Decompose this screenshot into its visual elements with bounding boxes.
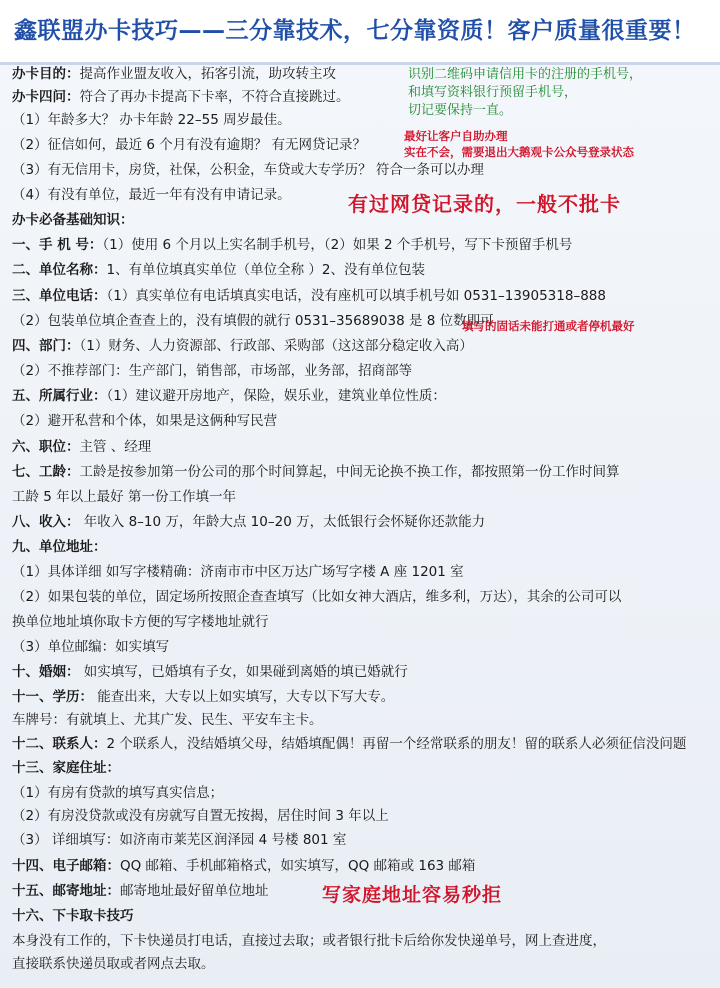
line-label: 办卡四问： [12,89,80,105]
line-text: （1）使用 6 个月以上实名制手机号，（2）如果 2 个手机号，写下卡预留手机号 [102,237,573,253]
line-text: （1）财务、人力资源部、行政部、采购部（这这部分稳定收入高） [79,338,473,354]
text-line [12,411,277,431]
handwritten-note-red-big-2: 写家庭地址容易秒拒 [322,884,503,906]
line-label: 十一、学历： [12,689,93,705]
line-text: （1）真实单位有电话填真实电话，没有座机可以填手机号如 0531–13905318–888 [106,288,606,304]
line-label: 八、收入： [12,514,80,530]
text-line [12,311,494,331]
line-label: 六、职位： [12,439,80,455]
line-text: （2）包装单位填企查查上的，没有填假的就行 0531–35689038 是 8 位数即可 [12,313,494,329]
text-line [12,587,621,607]
line-text: 工龄 5 年以上最好 第一份工作填一年 [12,489,236,505]
line-text: （4）有没有单位，最近一年有没有申请记录。 [12,187,291,203]
line-label: 办卡目的： [12,66,80,82]
handwritten-note-red-1: 最好让客户自助办理 [404,129,508,143]
line-text: 主管 、经理 [79,439,152,455]
line-text: （3） 详细填写：如济南市莱芜区润泽园 4 号楼 801 室 [12,832,347,848]
line-label: 九、单位地址： [12,539,107,555]
line-text: （3）单位邮编：如实填写 [12,639,170,655]
line-label: 十四、电子邮箱： [12,858,120,874]
line-label: 四、部门： [12,338,80,354]
text-line [12,734,686,754]
line-text: （2）避开私营和个体，如果是这俩种写民营 [12,413,278,429]
line-text: （1）有房有贷款的填写真实信息； [12,785,224,801]
text-line [12,87,350,107]
line-text: 邮寄地址最好留单位地址 [120,883,269,899]
line-text: （1）建议避开房地产，保险，娱乐业，建筑业单位性质： [106,388,446,404]
text-line [12,210,134,230]
text-line [12,662,408,682]
text-line [12,386,446,406]
handwritten-note-red-2: 实在不会，需要退出大鹅观卡公众号登录状态 [404,145,634,159]
line-label: 五、所属行业： [12,388,107,404]
text-line [12,336,473,356]
line-text: 年收入 8–10 万，年龄大点 10–20 万，太低银行会怀疑你还款能力 [79,514,486,530]
line-text: （3）有无信用卡，房贷，社保，公积金，车贷或大专学历？ 符合一条可以办理 [12,162,484,178]
line-label: 办卡必备基础知识： [12,212,134,228]
text-line [12,954,215,974]
line-text: 2 个联系人，没结婚填父母，结婚填配偶！再留一个经常联系的朋友！留的联系人必须征信没问题 [106,736,687,752]
text-line [12,710,323,730]
line-text: （2）不推荐部门：生产部门，销售部，市场部，业务部，招商部等 [12,363,413,379]
line-label: 二、单位名称： [12,262,107,278]
text-line [12,135,366,155]
page-title: 鑫联盟办卡技巧——三分靠技术，七分靠资质！客户质量很重要！ [14,18,696,44]
text-line [12,286,606,306]
handwritten-note-green-2: 和填写资料银行预留手机号， [408,85,578,100]
text-line [12,758,120,778]
line-text: 提高作业盟友收入，拓客引流，助攻转主攻 [79,66,336,82]
line-text: QQ 邮箱、手机邮箱格式，如实填写，QQ 邮箱或 163 邮箱 [120,858,476,874]
line-label: 十五、邮寄地址： [12,883,120,899]
line-text: 换单位地址填你取卡方便的写字楼地址就行 [12,614,269,630]
text-line [12,260,425,280]
text-line [12,931,606,951]
line-text: 本身没有工作的，下卡快递员打电话，直接过去取；或者银行批卡后给你发快递单号，网上查进度， [12,933,606,949]
line-text: （2）征信如何，最近 6 个月有没有逾期？ 有无网贷记录？ [12,137,367,153]
line-label: 一、手 机 号： [12,237,103,253]
line-text: 符合了再办卡提高下卡率，不符合直接跳过。 [79,89,350,105]
text-line [12,361,412,381]
text-line [12,637,169,657]
line-text: 1、有单位填真实单位（单位全称 ）2、没有单位包装 [106,262,425,278]
text-line [12,512,485,532]
line-text: 车牌号：有就填上、尤其广发、民生、平安车主卡。 [12,712,323,728]
text-line [12,235,572,255]
line-label: 十三、家庭住址： [12,760,120,776]
line-label: 十、婚姻： [12,664,80,680]
title-bar [0,0,720,65]
line-label: 十二、联系人： [12,736,107,752]
line-label: 十六、下卡取卡技巧 [12,908,134,924]
text-line [12,437,151,457]
text-line [12,783,223,803]
handwritten-note-green-3: 切记要保持一直。 [408,103,513,118]
text-line [12,562,464,582]
text-line [12,462,620,482]
text-line [12,612,269,632]
text-line [12,806,389,826]
line-label: 三、单位电话： [12,288,107,304]
line-text: （1）具体详细 如写字楼精确：济南市市中区万达广场写字楼 A 座 1201 室 [12,564,464,580]
line-text: 如实填写，已婚填有子女，如果碰到离婚的填已婚就行 [79,664,408,680]
text-line [12,881,269,901]
handwritten-note-red-big-1: 有过网贷记录的，一般不批卡 [348,192,621,216]
text-line [12,160,484,180]
text-line [12,537,107,557]
line-text: （2）如果包装的单位，固定场所按照企查查填写（比如女神大酒店，维多利，万达），其余的公司可以 [12,589,622,605]
line-text: （1）年龄多大？ 办卡年龄 22–55 周岁最佳。 [12,112,291,128]
line-text: 直接联系快递员取或者网点去取。 [12,956,215,972]
text-line [12,64,336,84]
line-text: 能查出来，大专以上如实填写，大专以下写大专。 [93,689,395,705]
line-text: 工龄是按参加第一份公司的那个时间算起，中间无论换不换工作，都按照第一份工作时间算 [79,464,620,480]
handwritten-note-green-1: 识别二维码申请信用卡的注册的手机号， [408,67,643,82]
line-label: 七、工龄： [12,464,80,480]
text-line [12,110,291,130]
text-line [12,830,346,850]
line-text: （2）有房没贷款或没有房就写自置无按揭，居住时间 3 年以上 [12,808,389,824]
text-line [12,185,291,205]
text-line [12,906,134,926]
text-line [12,687,394,707]
handwritten-note-red-tiny: 填写的固话未能打通或者停机最好 [462,319,635,333]
text-line [12,487,236,507]
text-line [12,856,475,876]
